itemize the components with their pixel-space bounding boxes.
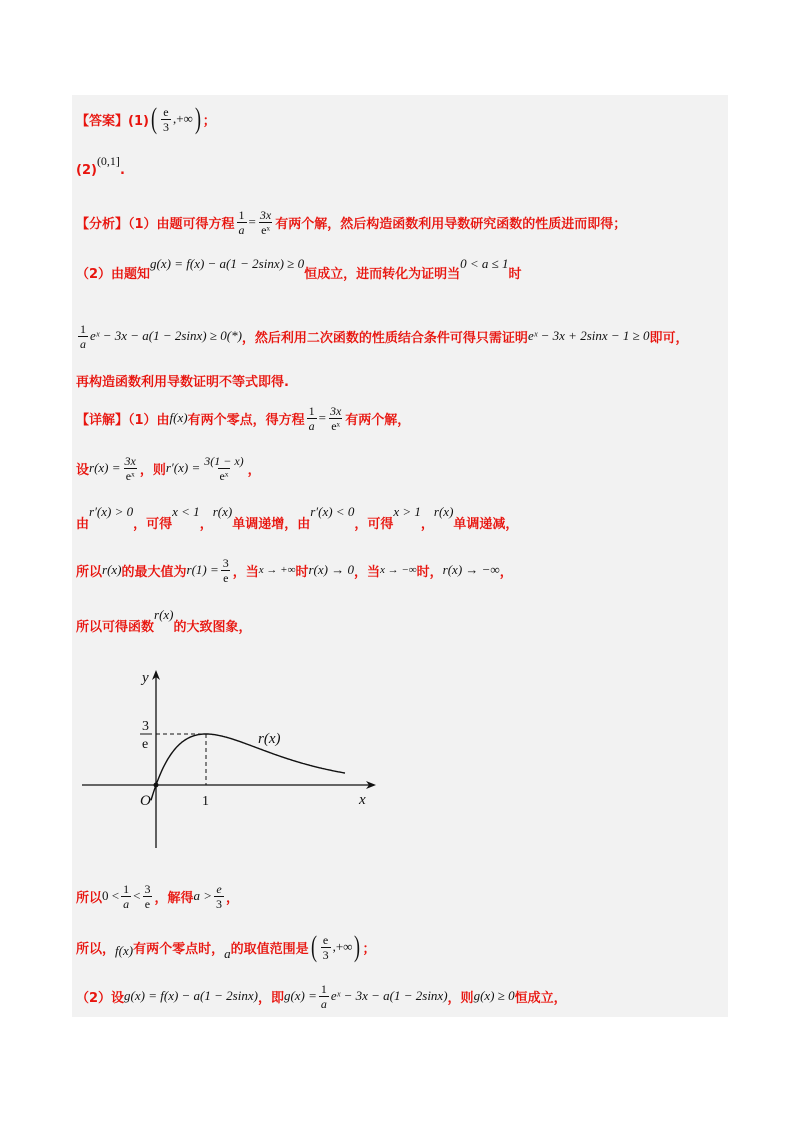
y-axis-label: y — [142, 670, 149, 686]
origin-label: O — [140, 793, 151, 809]
equals: = — [248, 214, 256, 229]
answer-label: 【答案】(1) — [76, 113, 149, 129]
fraction — [78, 323, 88, 350]
analysis-line-1 — [76, 204, 626, 240]
fraction — [319, 983, 329, 1010]
math-expression: < — [133, 888, 141, 903]
fraction — [258, 209, 273, 236]
fraction-denominator: a — [123, 896, 130, 911]
math-expression: x → +∞ — [258, 564, 296, 576]
detail-line-4 — [76, 552, 513, 588]
math-expression: r(x) — [102, 562, 122, 577]
paren-open: ( — [150, 102, 157, 135]
analysis-text: ，然后利用二次函数的性质结合条件可得只需证明 — [241, 330, 528, 346]
detail-label: 【详解】（1）由 — [76, 412, 170, 428]
paren-close: ) — [194, 102, 201, 135]
math-expression: r(1) = — [186, 562, 219, 577]
math-expression: r(x) = — [89, 460, 121, 475]
answer-line-2 — [76, 150, 125, 180]
fraction — [214, 883, 224, 910]
fraction-numerator: 3x — [124, 453, 136, 468]
answer-part2-label: (2) — [76, 162, 97, 178]
math-expression: g(x) = f(x) − a(1 − 2sinx) — [124, 988, 258, 1003]
analysis-text: 恒成立，进而转化为证明当 — [304, 266, 461, 282]
detail-text: 的大致图象， — [173, 619, 252, 635]
fraction-denominator: a — [320, 996, 327, 1011]
detail-line-2 — [76, 450, 261, 486]
detail-text: （2）设 — [76, 990, 125, 1006]
fraction-numerator: e — [322, 932, 329, 947]
detail-text: ， — [499, 564, 513, 580]
interval-tail: ,+∞ — [332, 939, 353, 954]
fraction-denominator: eˣ — [219, 468, 229, 483]
math-expression: 0 < — [102, 888, 120, 903]
fraction-numerator: e — [163, 104, 169, 119]
detail-text: 时， — [416, 564, 443, 580]
fraction-numerator: 3 — [222, 555, 229, 570]
math-expression: x → −∞ — [379, 564, 417, 576]
detail-text: ，则 — [447, 990, 474, 1006]
math-expression: g(x) = — [283, 988, 317, 1003]
analysis-label: 【分析】（1）由题可得方程 — [76, 216, 235, 232]
math-expression: r(x) → 0 — [308, 562, 354, 577]
answer-part2-interval: (0,1] — [96, 153, 120, 168]
detail-line-6 — [76, 878, 239, 914]
fraction — [202, 455, 245, 482]
fraction-denominator: eˣ — [331, 418, 341, 433]
answer-line-1 — [76, 99, 216, 139]
detail-text: 有两个解， — [345, 412, 411, 428]
detail-text: 设 — [76, 462, 90, 478]
math-expression: r′(x) < 0 — [310, 504, 355, 519]
detail-text: ，当 — [353, 564, 380, 580]
detail-text: 有两个零点时， — [133, 941, 225, 957]
fraction — [307, 405, 317, 432]
analysis-text: 再构造函数利用导数证明不等式即得. — [76, 374, 289, 390]
origin-point — [154, 783, 159, 788]
detail-text: 所以 — [76, 890, 103, 906]
math-expression: g(x) ≥ 0 — [473, 988, 515, 1003]
detail-text: 单调递增，由 — [232, 516, 311, 532]
detail-text: 时 — [295, 564, 309, 580]
fraction-denominator: 3 — [162, 119, 169, 134]
detail-text: 单调递减， — [453, 516, 519, 532]
analysis-text: 有两个解，然后构造函数利用导数研究函数的性质进而即得； — [275, 216, 627, 232]
answer-part2-end: . — [119, 162, 125, 178]
math-expression: g(x) = f(x) − a(1 − 2sinx) ≥ 0 — [150, 256, 305, 271]
function-graph — [76, 660, 396, 860]
detail-line-8 — [76, 978, 567, 1014]
fraction-numerator: 1 — [308, 403, 315, 418]
detail-text: 的最大值为 — [121, 564, 187, 580]
fraction-numerator: 3x — [259, 207, 272, 222]
detail-text: 所以 — [76, 564, 103, 580]
detail-text: 有两个零点，得方程 — [187, 412, 305, 428]
detail-text: ，可得 — [133, 516, 173, 532]
detail-text: ，即 — [257, 990, 284, 1006]
fraction-denominator: a — [80, 336, 86, 351]
fraction-numerator: 3(1 − x) — [204, 453, 244, 468]
paren-close: ) — [354, 930, 361, 963]
fraction-numerator: 1 — [238, 207, 245, 222]
detail-text: 所以可得函数 — [76, 619, 155, 635]
math-expression: r(x) — [212, 504, 233, 519]
fraction-numerator: e — [216, 881, 222, 896]
fraction-numerator: 1 — [320, 981, 327, 996]
fraction-numerator: 3x — [329, 403, 342, 418]
fraction-numerator: 3 — [144, 881, 151, 896]
detail-text: ，当 — [232, 564, 259, 580]
detail-text: ，则 — [139, 462, 166, 478]
math-expression: r(x) — [154, 607, 174, 622]
r-curve — [151, 734, 345, 800]
detail-text: ，解得 — [154, 890, 194, 906]
math-expression: eˣ − 3x − a(1 − 2sinx) ≥ 0(*) — [90, 328, 242, 343]
y-tick-numerator: 3 — [142, 719, 149, 734]
detail-line-1: 【详解】（1）由 f(x) 有两个零点，得方程 $\frac{1}{a}$ = $\frac{3x}{\text{eˣ}}$ 有两个解， — [76, 403, 411, 433]
fraction — [142, 883, 152, 910]
math-expression: 0 < a ≤ 1 — [460, 256, 509, 271]
math-expression: f(x) — [169, 410, 188, 425]
detail-text: ， — [226, 890, 240, 906]
answer-end: ； — [202, 113, 216, 129]
interval-tail: ,+∞ — [172, 111, 193, 126]
math-expression: eˣ − 3x − a(1 − 2sinx) — [330, 988, 448, 1003]
detail-text: 的取值范围是 — [230, 941, 309, 957]
fraction-denominator: e — [144, 896, 151, 911]
analysis-text: 时 — [508, 266, 522, 282]
detail-text: 由 — [76, 516, 90, 532]
detail-line-5 — [76, 604, 252, 634]
math-expression: r′(x) = — [165, 460, 201, 475]
detail-line-7 — [76, 927, 375, 967]
y-tick-denominator: e — [142, 737, 149, 752]
detail-text: 恒成立， — [514, 990, 567, 1006]
x-tick-label: 1 — [202, 794, 209, 809]
math-expression: r′(x) > 0 — [89, 504, 134, 519]
analysis-text: （2）由题知 — [76, 266, 151, 282]
math-expression: r(x) → −∞ — [442, 562, 500, 577]
detail-text: ， — [420, 516, 434, 532]
analysis-text: 即可， — [649, 330, 689, 346]
detail-text: ， — [247, 462, 261, 478]
fraction — [328, 405, 343, 432]
math-expression: a > — [193, 888, 212, 903]
paren-open: ( — [310, 930, 317, 963]
fraction — [321, 934, 331, 961]
math-expression: a — [224, 946, 231, 961]
fraction-denominator: eˣ — [261, 222, 270, 237]
math-expression: r(x) — [433, 504, 454, 519]
fraction — [221, 557, 231, 584]
detail-text: ，可得 — [354, 516, 394, 532]
fraction-denominator: 3 — [216, 896, 222, 911]
fraction — [237, 209, 247, 236]
fraction-denominator: eˣ — [125, 468, 135, 483]
detail-text: ； — [362, 941, 376, 957]
fraction-denominator: e — [223, 570, 229, 585]
fraction-numerator: 1 — [123, 881, 130, 896]
math-expression: f(x) — [115, 943, 134, 958]
curve-label: r(x) — [258, 731, 281, 747]
analysis-line-2 — [76, 252, 522, 282]
fraction-denominator: a — [308, 418, 315, 433]
fraction — [121, 883, 131, 910]
fraction — [123, 455, 138, 482]
fraction-denominator: 3 — [322, 947, 329, 962]
math-expression: x > 1 — [393, 504, 421, 519]
answer-fraction — [161, 106, 171, 133]
math-expression: x < 1 — [172, 504, 200, 519]
analysis-line-3 — [76, 318, 689, 354]
x-axis-label: x — [359, 792, 366, 808]
detail-text: ， — [199, 516, 213, 532]
fraction-numerator: 1 — [80, 321, 86, 336]
analysis-line-4 — [76, 370, 289, 390]
math-expression: eˣ − 3x + 2sinx − 1 ≥ 0 — [527, 328, 650, 343]
fraction-denominator: a — [238, 222, 245, 237]
detail-text: 所以， — [76, 941, 116, 957]
detail-line-3 — [76, 500, 518, 530]
